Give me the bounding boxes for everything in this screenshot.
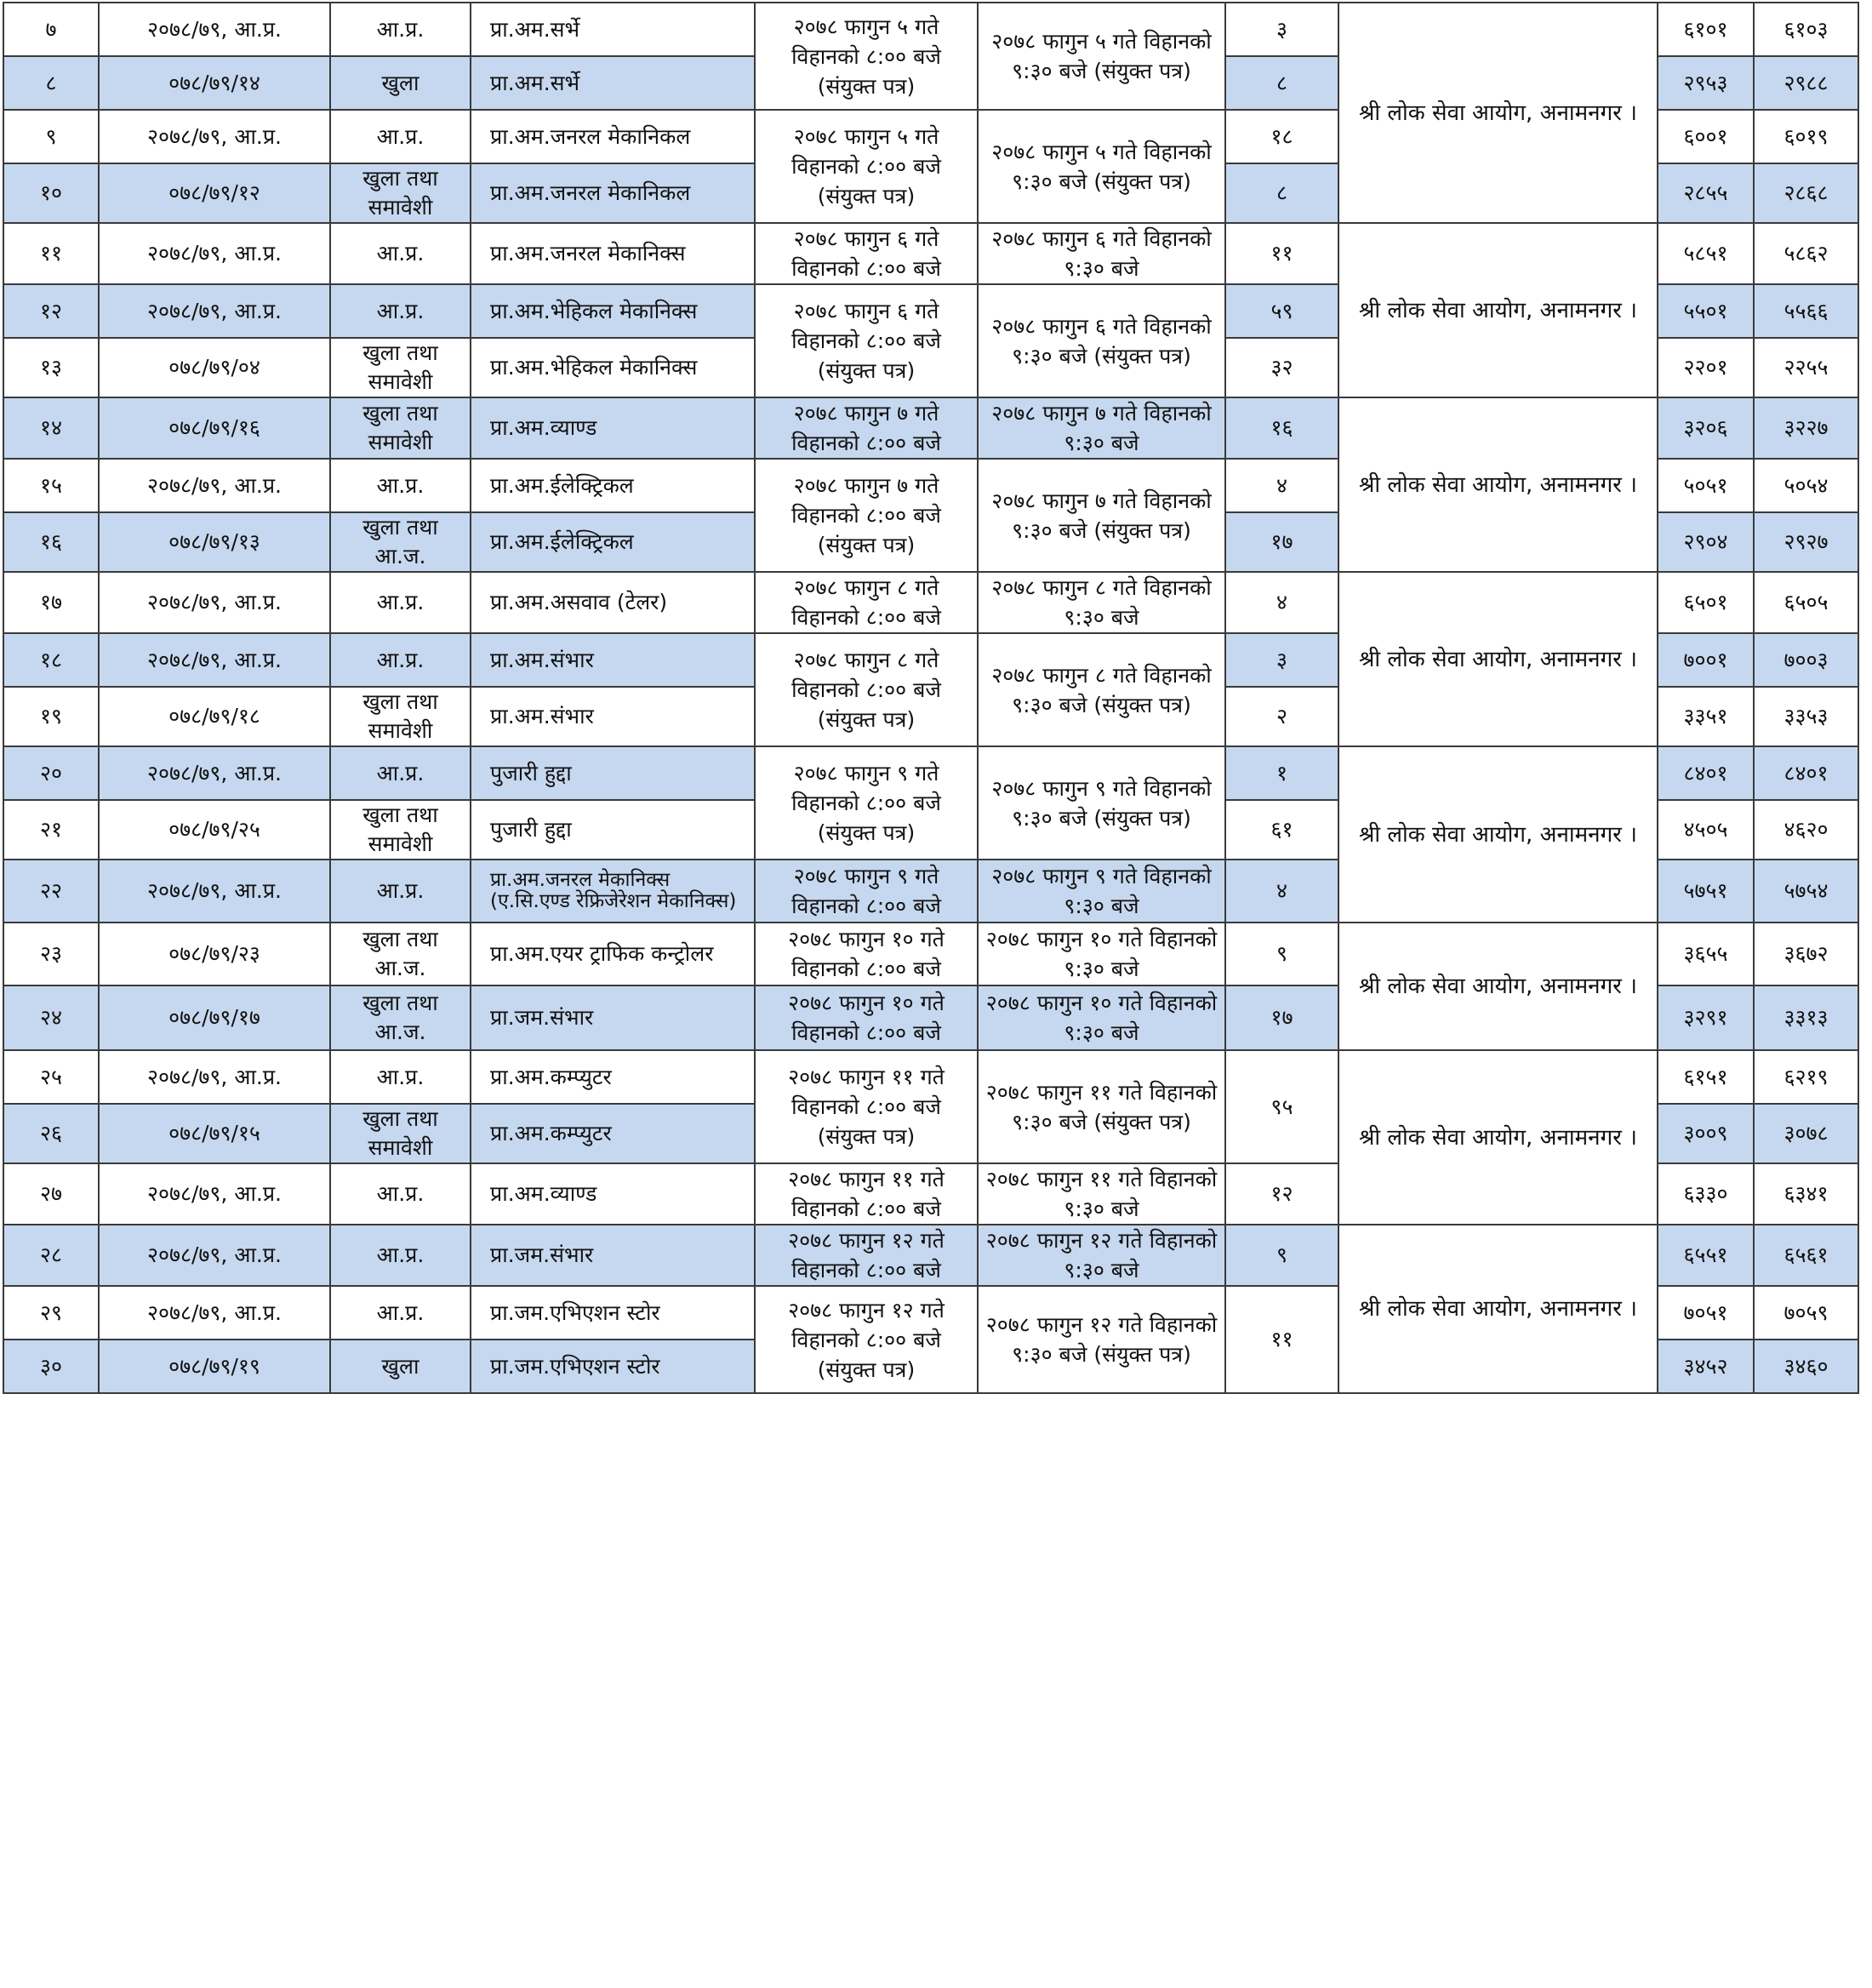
competition-type: खुला तथा समावेशी bbox=[330, 1104, 471, 1163]
exam-venue: श्री लोक सेवा आयोग, अनामनगर । bbox=[1338, 397, 1658, 572]
written-exam-time: २०७८ फागुन १० गते विहानको ९:३० बजे bbox=[978, 923, 1225, 985]
roll-to: २२५५ bbox=[1754, 338, 1858, 397]
written-exam-time: २०७८ फागुन ११ गते विहानको ९:३० बजे bbox=[978, 1163, 1225, 1225]
written-exam-time: २०७८ फागुन ६ गते विहानको ९:३० बजे bbox=[978, 223, 1225, 284]
advertisement-number: ०७८/७९/२५ bbox=[99, 800, 330, 860]
roll-to: २९२७ bbox=[1754, 512, 1858, 572]
competition-type: खुला bbox=[330, 56, 471, 110]
serial-number: १५ bbox=[3, 459, 99, 512]
exam-venue: श्री लोक सेवा आयोग, अनामनगर । bbox=[1338, 1225, 1658, 1393]
serial-number: ३० bbox=[3, 1340, 99, 1393]
serial-number: २७ bbox=[3, 1163, 99, 1225]
advertisement-number: ०७८/७९/१७ bbox=[99, 985, 330, 1050]
roll-from: ६३३० bbox=[1658, 1163, 1754, 1225]
written-exam-time: २०७८ फागुन ५ गते विहानको ९:३० बजे (संयुक्त पत्र) bbox=[978, 110, 1225, 223]
roll-to: ५८६२ bbox=[1754, 223, 1858, 284]
exam-venue: श्री लोक सेवा आयोग, अनामनगर । bbox=[1338, 3, 1658, 223]
roll-to: ७००३ bbox=[1754, 633, 1858, 687]
exam-schedule-table bbox=[3, 2, 1859, 1394]
serial-number: २३ bbox=[3, 923, 99, 985]
competition-type: खुला तथा आ.ज. bbox=[330, 923, 471, 985]
competition-type: आ.प्र. bbox=[330, 110, 471, 163]
advertisement-number: २०७८/७९, आ.प्र. bbox=[99, 572, 330, 633]
written-exam-time: २०७८ फागुन ९ गते विहानको ९:३० बजे (संयुक्त पत्र) bbox=[978, 746, 1225, 860]
competition-type: खुला तथा समावेशी bbox=[330, 338, 471, 397]
serial-number: १९ bbox=[3, 687, 99, 746]
practical-exam-time: २०७८ फागुन ६ गते विहानको ८:०० बजे bbox=[755, 223, 978, 284]
candidate-count: १७ bbox=[1225, 985, 1338, 1050]
candidate-count: २ bbox=[1225, 687, 1338, 746]
advertisement-number: २०७८/७९, आ.प्र. bbox=[99, 3, 330, 56]
roll-from: ३००९ bbox=[1658, 1104, 1754, 1163]
post-name: प्रा.अम.सर्भे bbox=[471, 56, 755, 110]
practical-exam-time: २०७८ फागुन ८ गते विहानको ८:०० बजे bbox=[755, 572, 978, 633]
serial-number: २२ bbox=[3, 860, 99, 923]
roll-to: ३२२७ bbox=[1754, 397, 1858, 459]
roll-from: २९०४ bbox=[1658, 512, 1754, 572]
exam-venue: श्री लोक सेवा आयोग, अनामनगर । bbox=[1338, 746, 1658, 923]
competition-type: आ.प्र. bbox=[330, 284, 471, 338]
competition-type: आ.प्र. bbox=[330, 223, 471, 284]
table-row bbox=[3, 397, 1858, 459]
competition-type: आ.प्र. bbox=[330, 1225, 471, 1286]
post-name: प्रा.जम.एभिएशन स्टोर bbox=[471, 1286, 755, 1340]
serial-number: २५ bbox=[3, 1050, 99, 1104]
post-name: प्रा.अम.कम्प्युटर bbox=[471, 1050, 755, 1104]
competition-type: आ.प्र. bbox=[330, 1050, 471, 1104]
advertisement-number: २०७८/७९, आ.प्र. bbox=[99, 1163, 330, 1225]
practical-exam-time: २०७८ फागुन ७ गते विहानको ८:०० बजे bbox=[755, 397, 978, 459]
roll-from: ५७५१ bbox=[1658, 860, 1754, 923]
roll-from: ७००१ bbox=[1658, 633, 1754, 687]
practical-exam-time: २०७८ फागुन ११ गते विहानको ८:०० बजे bbox=[755, 1163, 978, 1225]
roll-from: ६५०१ bbox=[1658, 572, 1754, 633]
written-exam-time: २०७८ फागुन ७ गते विहानको ९:३० बजे bbox=[978, 397, 1225, 459]
roll-to: ४६२० bbox=[1754, 800, 1858, 860]
serial-number: २० bbox=[3, 746, 99, 800]
roll-to: ६५०५ bbox=[1754, 572, 1858, 633]
advertisement-number: ०७८/७९/१९ bbox=[99, 1340, 330, 1393]
roll-from: २२०१ bbox=[1658, 338, 1754, 397]
serial-number: २६ bbox=[3, 1104, 99, 1163]
roll-from: ८४०१ bbox=[1658, 746, 1754, 800]
candidate-count: ४ bbox=[1225, 459, 1338, 512]
roll-from: ६१५१ bbox=[1658, 1050, 1754, 1104]
advertisement-number: २०७८/७९, आ.प्र. bbox=[99, 633, 330, 687]
serial-number: ९ bbox=[3, 110, 99, 163]
competition-type: आ.प्र. bbox=[330, 746, 471, 800]
written-exam-time: २०७८ फागुन १२ गते विहानको ९:३० बजे (संयुक्त पत्र) bbox=[978, 1286, 1225, 1393]
serial-number: १३ bbox=[3, 338, 99, 397]
candidate-count: ६१ bbox=[1225, 800, 1338, 860]
roll-from: ३२०६ bbox=[1658, 397, 1754, 459]
candidate-count: ८ bbox=[1225, 163, 1338, 223]
post-name: प्रा.जम.संभार bbox=[471, 1225, 755, 1286]
competition-type: खुला तथा समावेशी bbox=[330, 397, 471, 459]
post-name: प्रा.अम.ईलेक्ट्रिकल bbox=[471, 459, 755, 512]
roll-to: ८४०१ bbox=[1754, 746, 1858, 800]
competition-type: आ.प्र. bbox=[330, 860, 471, 923]
advertisement-number: २०७८/७९, आ.प्र. bbox=[99, 223, 330, 284]
practical-exam-time: २०७८ फागुन ८ गते विहानको ८:०० बजे (संयुक्त पत्र) bbox=[755, 633, 978, 746]
exam-venue: श्री लोक सेवा आयोग, अनामनगर । bbox=[1338, 223, 1658, 397]
written-exam-time: २०७८ फागुन ७ गते विहानको ९:३० बजे (संयुक्त पत्र) bbox=[978, 459, 1225, 572]
roll-from: ५८५१ bbox=[1658, 223, 1754, 284]
competition-type: खुला तथा समावेशी bbox=[330, 687, 471, 746]
table-row bbox=[3, 1050, 1858, 1104]
table-row bbox=[3, 223, 1858, 284]
competition-type: खुला तथा आ.ज. bbox=[330, 512, 471, 572]
roll-to: ६१०३ bbox=[1754, 3, 1858, 56]
roll-to: ३०७८ bbox=[1754, 1104, 1858, 1163]
advertisement-number: २०७८/७९, आ.प्र. bbox=[99, 746, 330, 800]
competition-type: खुला तथा समावेशी bbox=[330, 163, 471, 223]
competition-type: आ.प्र. bbox=[330, 633, 471, 687]
advertisement-number: २०७८/७९, आ.प्र. bbox=[99, 1050, 330, 1104]
competition-type: आ.प्र. bbox=[330, 572, 471, 633]
competition-type: आ.प्र. bbox=[330, 3, 471, 56]
candidate-count: ४ bbox=[1225, 572, 1338, 633]
roll-from: ५५०१ bbox=[1658, 284, 1754, 338]
practical-exam-time: २०७८ फागुन १० गते विहानको ८:०० बजे bbox=[755, 985, 978, 1050]
post-name: प्रा.अम.व्याण्ड bbox=[471, 397, 755, 459]
written-exam-time: २०७८ फागुन ९ गते विहानको ९:३० बजे bbox=[978, 860, 1225, 923]
practical-exam-time: २०७८ फागुन ५ गते विहानको ८:०० बजे (संयुक्त पत्र) bbox=[755, 3, 978, 110]
post-name: प्रा.अम.भेहिकल मेकानिक्स bbox=[471, 338, 755, 397]
post-name: पुजारी हुद्दा bbox=[471, 746, 755, 800]
serial-number: १८ bbox=[3, 633, 99, 687]
practical-exam-time: २०७८ फागुन ७ गते विहानको ८:०० बजे (संयुक्त पत्र) bbox=[755, 459, 978, 572]
post-name: प्रा.अम.जनरल मेकानिकल bbox=[471, 110, 755, 163]
competition-type: आ.प्र. bbox=[330, 1286, 471, 1340]
serial-number: ११ bbox=[3, 223, 99, 284]
serial-number: १० bbox=[3, 163, 99, 223]
exam-venue: श्री लोक सेवा आयोग, अनामनगर । bbox=[1338, 1050, 1658, 1225]
post-name: प्रा.अम.जनरल मेकानिक्स (ए.सि.एण्ड रेफ्रिजेरेशन मेकानिक्स) bbox=[471, 860, 755, 923]
advertisement-number: ०७८/७९/१३ bbox=[99, 512, 330, 572]
serial-number: १६ bbox=[3, 512, 99, 572]
candidate-count: ११ bbox=[1225, 1286, 1338, 1393]
post-name: प्रा.अम.एयर ट्राफिक कन्ट्रोलर bbox=[471, 923, 755, 985]
practical-exam-time: २०७८ फागुन ५ गते विहानको ८:०० बजे (संयुक्त पत्र) bbox=[755, 110, 978, 223]
roll-to: ३६७२ bbox=[1754, 923, 1858, 985]
serial-number: ८ bbox=[3, 56, 99, 110]
roll-to: ६०१९ bbox=[1754, 110, 1858, 163]
roll-to: ३४६० bbox=[1754, 1340, 1858, 1393]
roll-from: ६५५१ bbox=[1658, 1225, 1754, 1286]
post-name: प्रा.अम.संभार bbox=[471, 633, 755, 687]
competition-type: खुला bbox=[330, 1340, 471, 1393]
practical-exam-time: २०७८ फागुन १० गते विहानको ८:०० बजे bbox=[755, 923, 978, 985]
practical-exam-time: २०७८ फागुन १२ गते विहानको ८:०० बजे bbox=[755, 1225, 978, 1286]
candidate-count: १२ bbox=[1225, 1163, 1338, 1225]
serial-number: २८ bbox=[3, 1225, 99, 1286]
competition-type: खुला तथा समावेशी bbox=[330, 800, 471, 860]
roll-to: ५५६६ bbox=[1754, 284, 1858, 338]
competition-type: आ.प्र. bbox=[330, 1163, 471, 1225]
candidate-count: ८ bbox=[1225, 56, 1338, 110]
practical-exam-time: २०७८ फागुन ९ गते विहानको ८:०० बजे (संयुक्त पत्र) bbox=[755, 746, 978, 860]
post-name: प्रा.अम.ईलेक्ट्रिकल bbox=[471, 512, 755, 572]
candidate-count: १ bbox=[1225, 746, 1338, 800]
exam-venue: श्री लोक सेवा आयोग, अनामनगर । bbox=[1338, 572, 1658, 746]
written-exam-time: २०७८ फागुन १० गते विहानको ९:३० बजे bbox=[978, 985, 1225, 1050]
roll-from: ३३५१ bbox=[1658, 687, 1754, 746]
roll-to: ३३१३ bbox=[1754, 985, 1858, 1050]
advertisement-number: २०७८/७९, आ.प्र. bbox=[99, 110, 330, 163]
candidate-count: १६ bbox=[1225, 397, 1338, 459]
candidate-count: ९५ bbox=[1225, 1050, 1338, 1163]
candidate-count: ९ bbox=[1225, 1225, 1338, 1286]
table-row bbox=[3, 3, 1858, 56]
serial-number: १४ bbox=[3, 397, 99, 459]
table-row bbox=[3, 572, 1858, 633]
candidate-count: ५९ bbox=[1225, 284, 1338, 338]
written-exam-time: २०७८ फागुन ८ गते विहानको ९:३० बजे bbox=[978, 572, 1225, 633]
post-name: प्रा.अम.सर्भे bbox=[471, 3, 755, 56]
exam-venue: श्री लोक सेवा आयोग, अनामनगर । bbox=[1338, 923, 1658, 1050]
advertisement-number: ०७८/७९/१६ bbox=[99, 397, 330, 459]
post-name: प्रा.अम.कम्प्युटर bbox=[471, 1104, 755, 1163]
post-name: प्रा.जम.एभिएशन स्टोर bbox=[471, 1340, 755, 1393]
post-name: प्रा.अम.जनरल मेकानिकल bbox=[471, 163, 755, 223]
roll-from: ५०५१ bbox=[1658, 459, 1754, 512]
table-row bbox=[3, 923, 1858, 985]
roll-to: ५७५४ bbox=[1754, 860, 1858, 923]
practical-exam-time: २०७८ फागुन १२ गते विहानको ८:०० बजे (संयुक्त पत्र) bbox=[755, 1286, 978, 1393]
advertisement-number: २०७८/७९, आ.प्र. bbox=[99, 1286, 330, 1340]
post-name: पुजारी हुद्दा bbox=[471, 800, 755, 860]
advertisement-number: ०७८/७९/१८ bbox=[99, 687, 330, 746]
candidate-count: ११ bbox=[1225, 223, 1338, 284]
advertisement-number: २०७८/७९, आ.प्र. bbox=[99, 1225, 330, 1286]
candidate-count: ३ bbox=[1225, 3, 1338, 56]
written-exam-time: २०७८ फागुन ८ गते विहानको ९:३० बजे (संयुक्त पत्र) bbox=[978, 633, 1225, 746]
candidate-count: ३ bbox=[1225, 633, 1338, 687]
advertisement-number: २०७८/७९, आ.प्र. bbox=[99, 284, 330, 338]
advertisement-number: ०७८/७९/१५ bbox=[99, 1104, 330, 1163]
competition-type: आ.प्र. bbox=[330, 459, 471, 512]
roll-from: ३४५२ bbox=[1658, 1340, 1754, 1393]
candidate-count: ९ bbox=[1225, 923, 1338, 985]
written-exam-time: २०७८ फागुन ५ गते विहानको ९:३० बजे (संयुक्त पत्र) bbox=[978, 3, 1225, 110]
written-exam-time: २०७८ फागुन ११ गते विहानको ९:३० बजे (संयुक्त पत्र) bbox=[978, 1050, 1225, 1163]
post-name: प्रा.अम.संभार bbox=[471, 687, 755, 746]
table-row bbox=[3, 1225, 1858, 1286]
competition-type: खुला तथा आ.ज. bbox=[330, 985, 471, 1050]
roll-from: ४५०५ bbox=[1658, 800, 1754, 860]
advertisement-number: ०७८/७९/१४ bbox=[99, 56, 330, 110]
roll-from: ३२९१ bbox=[1658, 985, 1754, 1050]
post-name: प्रा.अम.भेहिकल मेकानिक्स bbox=[471, 284, 755, 338]
practical-exam-time: २०७८ फागुन ६ गते विहानको ८:०० बजे (संयुक्त पत्र) bbox=[755, 284, 978, 397]
practical-exam-time: २०७८ फागुन ९ गते विहानको ८:०० बजे bbox=[755, 860, 978, 923]
serial-number: ७ bbox=[3, 3, 99, 56]
written-exam-time: २०७८ फागुन १२ गते विहानको ९:३० बजे bbox=[978, 1225, 1225, 1286]
roll-to: ५०५४ bbox=[1754, 459, 1858, 512]
roll-to: ६३४१ bbox=[1754, 1163, 1858, 1225]
post-name: प्रा.जम.संभार bbox=[471, 985, 755, 1050]
post-name: प्रा.अम.जनरल मेकानिक्स bbox=[471, 223, 755, 284]
roll-from: २९५३ bbox=[1658, 56, 1754, 110]
candidate-count: ४ bbox=[1225, 860, 1338, 923]
roll-to: ६५६१ bbox=[1754, 1225, 1858, 1286]
post-name: प्रा.अम.असवाव (टेलर) bbox=[471, 572, 755, 633]
advertisement-number: ०७८/७९/०४ bbox=[99, 338, 330, 397]
serial-number: २१ bbox=[3, 800, 99, 860]
advertisement-number: २०७८/७९, आ.प्र. bbox=[99, 860, 330, 923]
roll-from: २८५५ bbox=[1658, 163, 1754, 223]
roll-from: ६००१ bbox=[1658, 110, 1754, 163]
roll-from: ६१०१ bbox=[1658, 3, 1754, 56]
roll-to: २८६८ bbox=[1754, 163, 1858, 223]
advertisement-number: ०७८/७९/२३ bbox=[99, 923, 330, 985]
candidate-count: ३२ bbox=[1225, 338, 1338, 397]
serial-number: १७ bbox=[3, 572, 99, 633]
roll-to: २९८८ bbox=[1754, 56, 1858, 110]
post-name: प्रा.अम.व्याण्ड bbox=[471, 1163, 755, 1225]
serial-number: २९ bbox=[3, 1286, 99, 1340]
practical-exam-time: २०७८ फागुन ११ गते विहानको ८:०० बजे (संयुक्त पत्र) bbox=[755, 1050, 978, 1163]
serial-number: २४ bbox=[3, 985, 99, 1050]
written-exam-time: २०७८ फागुन ६ गते विहानको ९:३० बजे (संयुक्त पत्र) bbox=[978, 284, 1225, 397]
roll-from: ३६५५ bbox=[1658, 923, 1754, 985]
roll-to: ३३५३ bbox=[1754, 687, 1858, 746]
advertisement-number: २०७८/७९, आ.प्र. bbox=[99, 459, 330, 512]
roll-to: ७०५९ bbox=[1754, 1286, 1858, 1340]
candidate-count: १८ bbox=[1225, 110, 1338, 163]
serial-number: १२ bbox=[3, 284, 99, 338]
candidate-count: १७ bbox=[1225, 512, 1338, 572]
roll-to: ६२१९ bbox=[1754, 1050, 1858, 1104]
table-row bbox=[3, 746, 1858, 800]
advertisement-number: ०७८/७९/१२ bbox=[99, 163, 330, 223]
roll-from: ७०५१ bbox=[1658, 1286, 1754, 1340]
